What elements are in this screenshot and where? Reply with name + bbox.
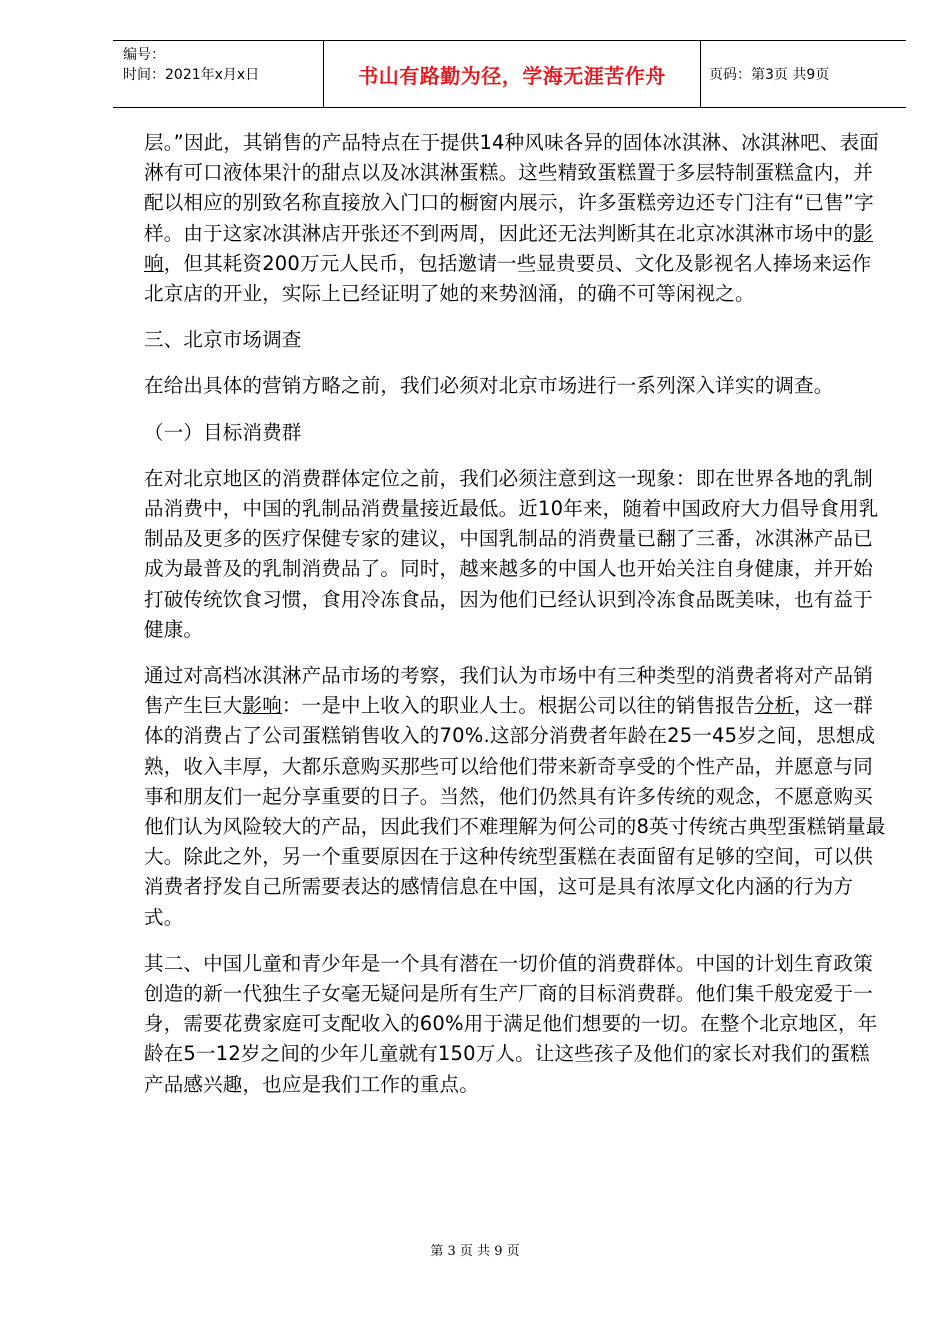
header-page-label: 页码：第3页 共9页 xyxy=(701,41,907,108)
link-influence-2[interactable]: 影响 xyxy=(242,694,282,718)
paragraph-children-consumers: 其二、中国儿童和青少年是一个具有潜在一切价值的消费群体。中国的计划生育政策创造的新一代独生子女毫无疑问是所有生产厂商的目标消费群。他们集千般宠爱于一身，需要花费家庭可支配收入的60%用于满足他们想要的一切。在整个北京地区，年龄在5一12岁之间的少年儿童就有150万人。让这些孩子及他们的家长对我们的蛋糕产品感兴趣，也应是我们工作的重点。 xyxy=(144,951,878,1096)
paragraph-market-survey: 在给出具体的营销方略之前，我们必须对北京市场进行一系列深入详实的调查。 xyxy=(144,374,834,398)
section-heading-market-survey: 三、北京市场调查 xyxy=(144,328,302,352)
header-motto: 书山有路勤为径，学海无涯苦作舟 xyxy=(324,41,701,108)
subsection-heading-target-consumers: （一）目标消费群 xyxy=(144,420,302,444)
page-header xyxy=(113,40,906,108)
paragraph-target-consumers: 在对北京地区的消费群体定位之前，我们必须注意到这一现象：即在世界各地的乳制品消费中，中国的乳制品消费量接近最低。近10年来，随着中国政府大力倡导食用乳制品及更多的医疗保健专家的建议，中国乳制品的消费量已翻了三番，冰淇淋产品已成为最普及的乳制消费品了。同时，越来越多的中国人也开始关注自身健康，并开始打破传统饮食习惯，食用冷冻食品，因为他们已经认识到冷冻食品既美味，也有益于健康。 xyxy=(144,466,879,641)
serial-label: 编号： xyxy=(123,47,165,63)
document-body xyxy=(144,128,889,1100)
paragraph-store-intro: 层。”因此，其销售的产品特点在于提供14种风味各异的固体冰淇淋、冰淇淋吧、表面淋有可口液体果汁的甜点以及冰淇淋蛋糕。这些精致蛋糕置于多层特制蛋糕盒内，并配以相应的别致名称直接放入门口的橱窗内展示，许多蛋糕旁边还专门注有“已售”字样。由于这家冰淇淋店开张还不到两周，因此还无法判断其在北京冰淇淋市场中的影响，但其耗资200万元人民币，包括邀请一些显贵要员、文化及影视名人捧场来运作北京店的开业，实际上已经证明了她的来势汹涌，的确不可等闲视之。 xyxy=(144,131,879,306)
page-footer-number: 第 3 页 共 9 页 xyxy=(430,1244,520,1259)
link-analysis[interactable]: 分析 xyxy=(754,694,795,718)
time-label: 时间：2021年x月x日 xyxy=(123,67,260,83)
paragraph-consumer-types: 通过对高档冰淇淋产品市场的考察，我们认为市场中有三种类型的消费者将对产品销售产生巨大影响：一是中上收入的职业人士。根据公司以往的销售报告分析，这一群体的消费占了公司蛋糕销售收入的70%.这部分消费者年龄在25一45岁之间，思想成熟，收入丰厚，大都乐意购买那些可以给他们带来新奇享受的个性产品，并愿意与同事和朋友们一起分享重要的日子。当然，他们仍然具有许多传统的观念，不愿意购买他们认为风险较大的产品，因此我们不难理解为何公司的8英寸传统古典型蛋糕销量最大。除此之外，另一个重要原因在于这种传统型蛋糕在表面留有足够的空间，可以供消费者抒发自己所需要表达的感情信息在中国，这可是具有浓厚文化内涵的行为方式。 xyxy=(144,664,886,929)
header-meta-cell xyxy=(113,41,324,108)
link-influence[interactable]: 影响 xyxy=(144,221,873,275)
